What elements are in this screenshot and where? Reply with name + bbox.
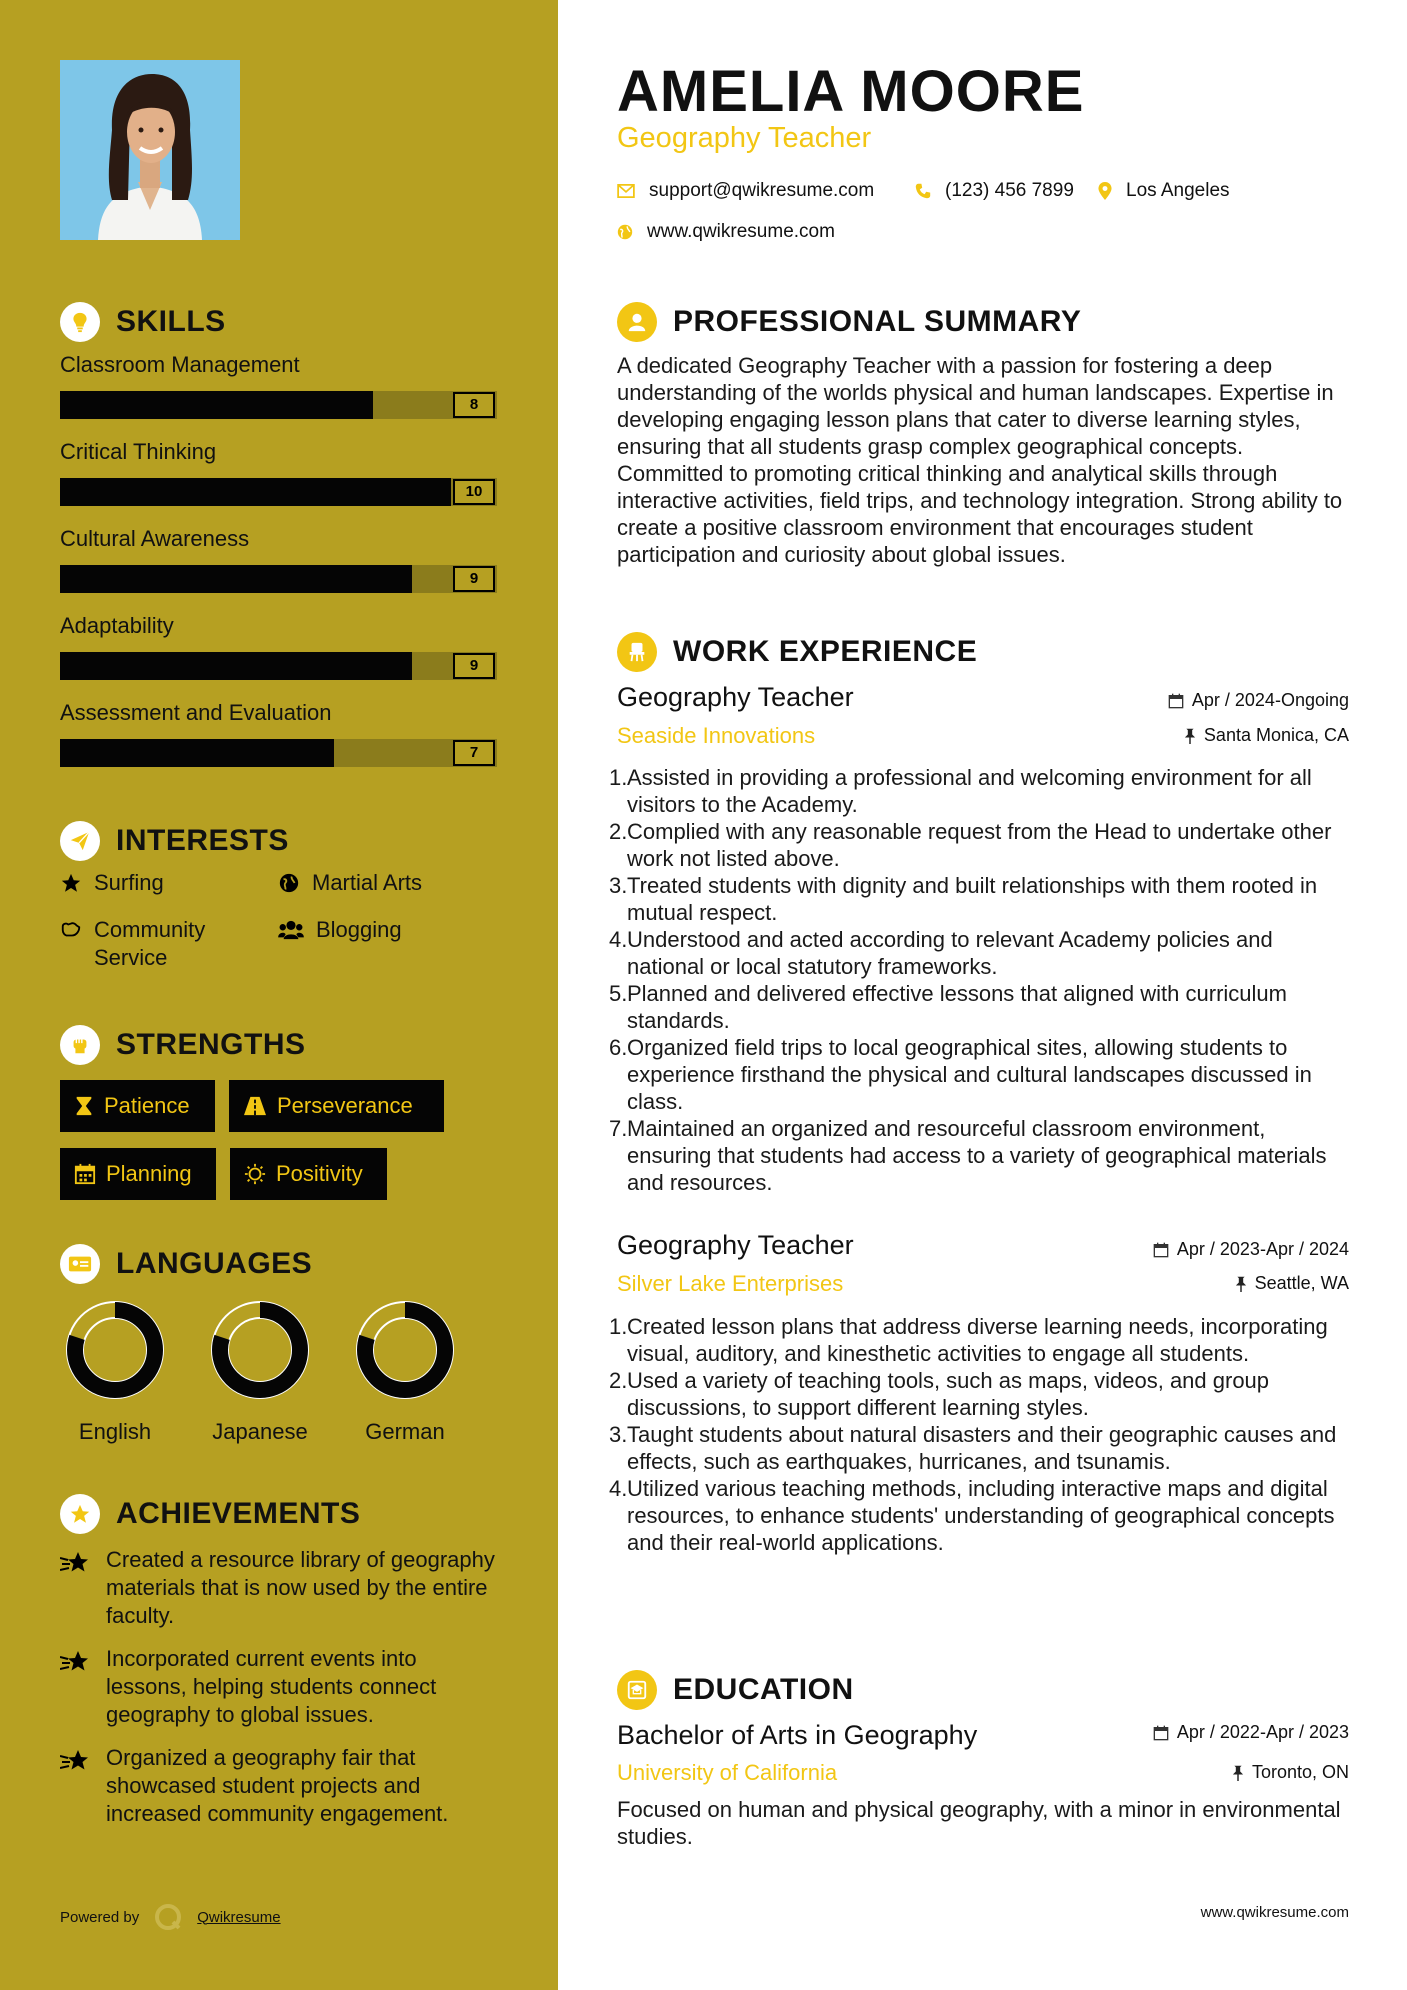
calendar-icon <box>1153 1242 1169 1258</box>
education-description: Focused on human and physical geography, with a minor in environmental studies. <box>617 1797 1341 1849</box>
duty-text: Complied with any reasonable request from the Head to undertake other work not listed above. <box>627 819 1332 871</box>
duty-text: Treated students with dignity and built relationships with them rooted in mutual respect. <box>627 873 1318 925</box>
skill-bar <box>60 478 497 506</box>
duty-text: Utilized various teaching methods, including interactive maps and digital resources, to enhance students' understanding of geographical concepts and their real-world applications. <box>627 1476 1335 1555</box>
language-name: Japanese <box>212 1419 308 1444</box>
contact-location <box>1098 180 1230 202</box>
skill-score: 7 <box>453 740 495 766</box>
hand-icon <box>60 919 82 941</box>
duty-text: Organized field trips to local geographical sites, allowing students to experience firsthand the physical and cultural landscapes discussed in class. <box>627 1035 1312 1114</box>
education-title: EDUCATION <box>673 1673 854 1706</box>
strength-label: Patience <box>104 1093 190 1118</box>
job-duties <box>609 1313 1352 1556</box>
duty-item: 3. Treated students with dignity and built relationships with them rooted in mutual respect. <box>617 872 1352 926</box>
users-icon <box>278 919 304 941</box>
languages-heading <box>60 1244 312 1284</box>
job-company: Silver Lake Enterprises <box>617 1271 844 1296</box>
interest-label: Surfing <box>94 870 164 895</box>
education-date <box>1153 1722 1349 1743</box>
email-text: support@qwikresume.com <box>649 180 875 201</box>
school: University of California <box>617 1760 838 1785</box>
languages-title: LANGUAGES <box>116 1247 313 1280</box>
summary-title: PROFESSIONAL SUMMARY <box>673 305 1082 338</box>
job-title: Geography Teacher <box>617 1230 854 1260</box>
footer-website[interactable]: www.qwikresume.com <box>1200 1904 1349 1921</box>
interest-label: Martial Arts <box>312 870 423 895</box>
skills-heading <box>60 302 226 342</box>
skill-bar-fill <box>60 391 373 419</box>
skill-bar-fill <box>60 478 451 506</box>
road-icon <box>243 1095 267 1117</box>
pushpin-icon <box>1235 1276 1247 1292</box>
skill-bar <box>60 739 497 767</box>
strengths-title: STRENGTHS <box>116 1028 306 1061</box>
education-location <box>1232 1762 1349 1783</box>
strength-badge <box>230 1148 387 1200</box>
skill-bar-fill <box>60 652 412 680</box>
duty-item: 7. Maintained an organized and resourceful classroom environment, ensuring that students had access to a variety of geographical materials and resources. <box>617 1115 1352 1196</box>
interest-item <box>60 869 164 897</box>
calendar-icon <box>74 1163 96 1185</box>
location-text: Los Angeles <box>1126 180 1230 201</box>
contact-website[interactable] <box>617 221 835 243</box>
candidate-name: AMELIA MOORE <box>617 59 1085 124</box>
achievements-title: ACHIEVEMENTS <box>116 1497 361 1530</box>
shooting-star-icon <box>60 1748 92 1772</box>
duty-text: Taught students about natural disasters and their geographic causes and effects, such as earthquakes, hurricanes, and tsunamis. <box>627 1422 1337 1474</box>
skill-name: Cultural Awareness <box>60 526 250 551</box>
duty-text: Used a variety of teaching tools, such as maps, videos, and group discussions, to support different learning styles. <box>627 1368 1270 1420</box>
skill-score: 9 <box>453 653 495 679</box>
job-title: Geography Teacher <box>617 682 854 712</box>
interest-item <box>60 916 260 972</box>
duty-item: 5. Planned and delivered effective lessons that aligned with curriculum standards. <box>617 980 1352 1034</box>
job-duties <box>609 764 1352 1196</box>
strength-badge <box>60 1080 215 1132</box>
powered-by <box>60 1902 281 1932</box>
map-marker-icon <box>1098 182 1112 200</box>
strength-label: Planning <box>106 1161 192 1186</box>
language-item <box>60 1300 170 1445</box>
envelope-icon <box>617 184 635 198</box>
duty-item: 6. Organized field trips to local geographical sites, allowing students to experience firsthand the physical and cultural landscapes discussed in class. <box>617 1034 1352 1115</box>
interests-title: INTERESTS <box>116 824 289 857</box>
skill-score: 8 <box>453 392 495 418</box>
interests-heading <box>60 821 289 861</box>
duty-item: 4. Understood and acted according to relevant Academy policies and national or local statutory frameworks. <box>617 926 1352 980</box>
duty-item: 3. Taught students about natural disasters and their geographic causes and effects, such as earthquakes, hurricanes, and tsunamis. <box>617 1421 1352 1475</box>
degree: Bachelor of Arts in Geography <box>617 1720 978 1750</box>
job-date-text: Apr / 2023-Apr / 2024 <box>1176 1239 1349 1259</box>
education-heading <box>617 1670 854 1710</box>
duty-item: 1. Created lesson plans that address diverse learning needs, incorporating visual, auditory, and kinesthetic activities to engage all students. <box>617 1313 1352 1367</box>
job-location-text: Santa Monica, CA <box>1203 725 1349 745</box>
sidebar <box>0 0 558 1990</box>
hourglass-icon <box>74 1095 94 1117</box>
duty-item: 4. Utilized various teaching methods, including interactive maps and digital resources, to enhance students' understanding of geographical concepts and their real-world applications. <box>617 1475 1352 1556</box>
fist-icon <box>60 1025 100 1065</box>
chair-icon <box>617 632 657 672</box>
strength-label: Positivity <box>276 1161 363 1186</box>
skill-bar-fill <box>60 565 412 593</box>
globe-icon <box>278 872 300 894</box>
star-badge-icon <box>60 1494 100 1534</box>
skill-bar <box>60 391 497 419</box>
qwikresume-logo-icon <box>153 1902 183 1932</box>
achievement-text: Incorporated current events into lessons, helping students connect geography to global issues. <box>106 1646 437 1727</box>
user-icon <box>617 302 657 342</box>
job-date <box>1168 690 1349 711</box>
skill-name: Assessment and Evaluation <box>60 700 332 725</box>
skill-score: 9 <box>453 566 495 592</box>
duty-text: Planned and delivered effective lessons that aligned with curriculum standards. <box>627 981 1287 1033</box>
skill-bar-fill <box>60 739 334 767</box>
language-item <box>350 1300 460 1445</box>
duty-text: Maintained an organized and resourceful classroom environment, ensuring that students had access to a variety of geographical materials and resources. <box>627 1116 1327 1195</box>
duty-text: Created lesson plans that address diverse learning needs, incorporating visual, auditory, and kinesthetic activities to engage all students. <box>627 1314 1328 1366</box>
strength-badge <box>60 1148 216 1200</box>
interest-label: Blogging <box>316 917 402 942</box>
language-level-ring <box>210 1300 310 1400</box>
pushpin-icon <box>1232 1765 1244 1781</box>
language-level-ring <box>65 1300 165 1400</box>
duty-item: 1. Assisted in providing a professional and welcoming environment for all visitors to the Academy. <box>617 764 1352 818</box>
qwikresume-link[interactable]: Qwikresume <box>197 1908 281 1926</box>
job-date <box>1153 1239 1349 1260</box>
duty-text: Understood and acted according to relevant Academy policies and national or local statutory frameworks. <box>627 927 1273 979</box>
calendar-icon <box>1153 1725 1169 1741</box>
strengths-heading <box>60 1025 306 1065</box>
interest-label: Community Service <box>94 917 206 970</box>
duty-text: Assisted in providing a professional and welcoming environment for all visitors to the Academy. <box>627 765 1312 817</box>
experience-title: WORK EXPERIENCE <box>673 635 978 668</box>
job-location-text: Seattle, WA <box>1254 1273 1349 1293</box>
star-icon <box>60 872 82 894</box>
interest-item <box>278 916 402 944</box>
education-date-text: Apr / 2022-Apr / 2023 <box>1176 1722 1349 1742</box>
powered-by-label: Powered by <box>60 1908 140 1926</box>
strength-label: Perseverance <box>277 1093 413 1118</box>
job-date-text: Apr / 2024-Ongoing <box>1191 690 1349 710</box>
duty-item: 2. Complied with any reasonable request from the Head to undertake other work not listed above. <box>617 818 1352 872</box>
language-level-ring <box>355 1300 455 1400</box>
language-name: English <box>78 1419 152 1444</box>
education-location-text: Toronto, ON <box>1251 1762 1349 1782</box>
phone-text: (123) 456 7899 <box>945 180 1074 201</box>
language-name: German <box>365 1419 445 1444</box>
experience-heading <box>617 632 977 672</box>
skill-bar <box>60 652 497 680</box>
achievements-heading <box>60 1494 360 1534</box>
graduation-cap-icon <box>617 1670 657 1710</box>
pushpin-icon <box>1184 728 1196 744</box>
achievement-text: Created a resource library of geography materials that is now used by the entire faculty. <box>106 1547 495 1628</box>
interest-item <box>278 869 422 897</box>
calendar-icon <box>1168 693 1184 709</box>
summary-heading <box>617 302 1081 342</box>
duty-item: 2. Used a variety of teaching tools, such as maps, videos, and group discussions, to support different learning styles. <box>617 1367 1352 1421</box>
shooting-star-icon <box>60 1649 92 1673</box>
website-text: www.qwikresume.com <box>647 221 835 242</box>
language-item <box>205 1300 315 1445</box>
skill-bar <box>60 565 497 593</box>
skills-title: SKILLS <box>116 305 226 338</box>
candidate-title: Geography Teacher <box>617 122 872 154</box>
job-location <box>1184 725 1349 746</box>
phone-icon <box>915 183 931 199</box>
sun-icon <box>244 1163 266 1185</box>
paper-plane-icon <box>60 821 100 861</box>
profile-photo <box>60 60 240 240</box>
job-location <box>1235 1273 1349 1294</box>
skill-score: 10 <box>453 479 495 505</box>
contact-email[interactable] <box>617 180 874 202</box>
skill-name: Adaptability <box>60 613 174 638</box>
job-company: Seaside Innovations <box>617 723 816 748</box>
achievement-item <box>60 1645 500 1729</box>
achievement-text: Organized a geography fair that showcased student projects and increased community engagement. <box>106 1745 449 1826</box>
shooting-star-icon <box>60 1550 92 1574</box>
skill-name: Classroom Management <box>60 352 300 377</box>
achievement-item <box>60 1744 500 1828</box>
summary-text: A dedicated Geography Teacher with a passion for fostering a deep understanding of the worlds physical and human landscapes. Expertise in developing engaging lesson plans that cater to diverse learning styles, ensuring that all students grasp complex geographical concepts. Committed to promoting critical thinking and analytical skills through interactive activities, field trips, and technology integration. Strong ability to create a positive classroom environment that encourages student participation and curiosity about global issues. <box>617 353 1343 567</box>
id-card-icon <box>60 1244 100 1284</box>
contact-phone[interactable] <box>915 180 1074 202</box>
strength-badge <box>229 1080 444 1132</box>
skill-name: Critical Thinking <box>60 439 217 464</box>
achievement-item <box>60 1546 500 1630</box>
globe-icon <box>617 224 633 240</box>
lightbulb-icon <box>60 302 100 342</box>
